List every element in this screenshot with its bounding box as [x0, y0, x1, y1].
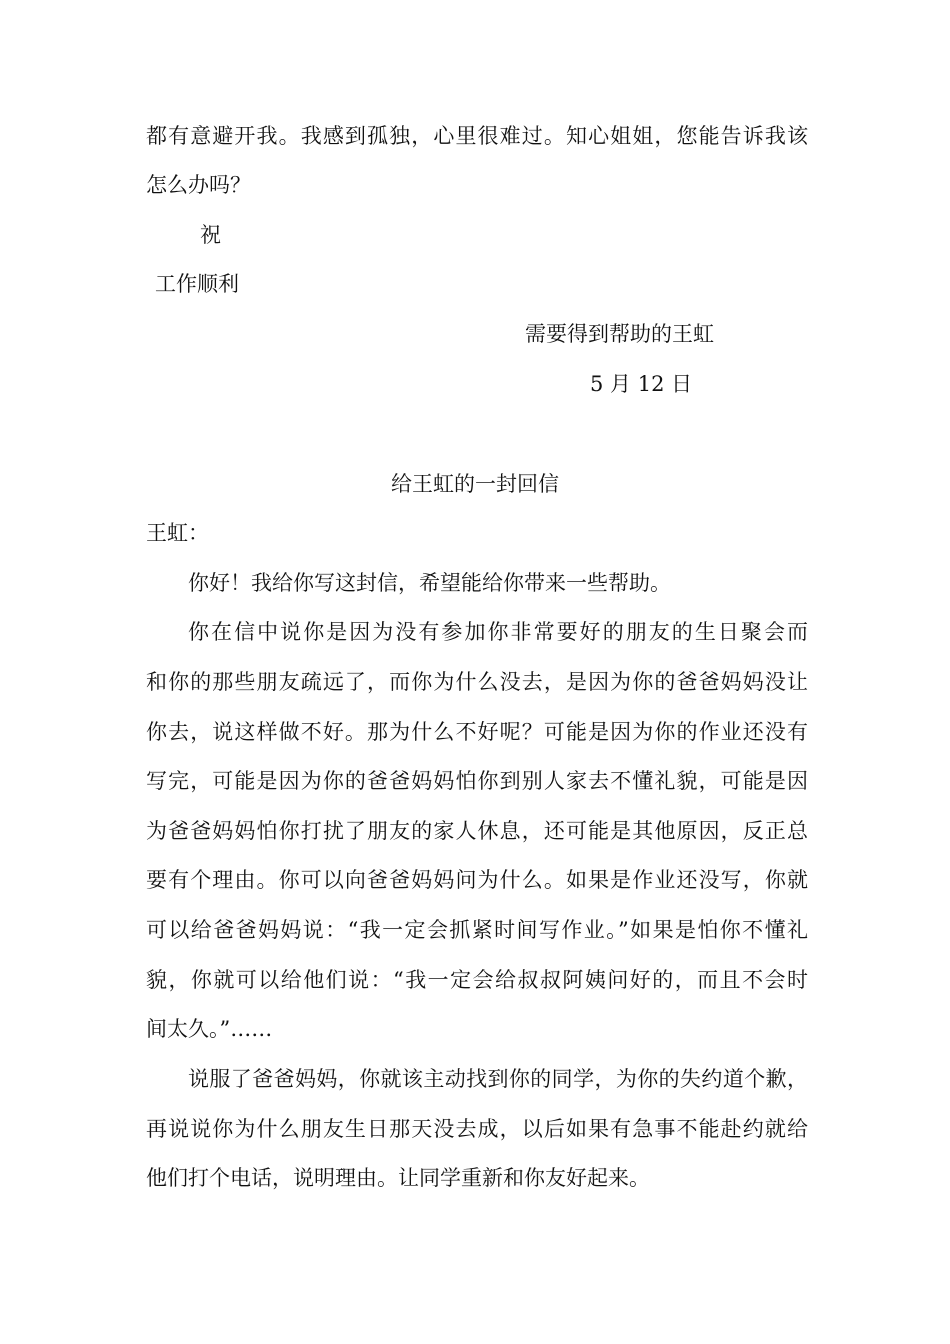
- reply-paragraph: 你好！我给你写这封信，希望能给你带来一些帮助。: [188, 571, 671, 595]
- reply-paragraph-line: 他们打个电话，说明理由。让同学重新和你友好起来。: [146, 1166, 650, 1190]
- closing-wish: 祝: [200, 223, 221, 247]
- reply-paragraph-line: 貌，你就可以给他们说：“我一定会给叔叔阿姨问好的，而且不会时: [146, 968, 808, 992]
- reply-title: 给王虹的一封回信: [391, 472, 559, 496]
- reply-paragraph-line: 你在信中说你是因为没有参加你非常要好的朋友的生日聚会而: [188, 620, 808, 644]
- reply-paragraph-line: 再说说你为什么朋友生日那天没去成，以后如果有急事不能赴约就给: [146, 1117, 808, 1141]
- letter-signature: 需要得到帮助的王虹: [525, 322, 714, 346]
- letter-line: 怎么办吗？: [146, 173, 251, 197]
- reply-paragraph-line: 要有个理由。你可以向爸爸妈妈问为什么。如果是作业还没写，你就: [146, 868, 808, 892]
- letter-line: 都有意避开我。我感到孤独，心里很难过。知心姐姐，您能告诉我该: [146, 124, 808, 148]
- reply-paragraph-line: 说服了爸爸妈妈，你就该主动找到你的同学，为你的失约道个歉，: [188, 1067, 808, 1091]
- closing-wish-content: 工作顺利: [155, 272, 239, 296]
- letter-date: 5 月 12 日: [590, 372, 693, 396]
- reply-paragraph-line: 写完，可能是因为你的爸爸妈妈怕你到别人家去不懂礼貌，可能是因: [146, 769, 808, 793]
- reply-paragraph-line: 为爸爸妈妈怕你打扰了朋友的家人休息，还可能是其他原因，反正总: [146, 819, 808, 843]
- reply-paragraph-line: 可以给爸爸妈妈说：“我一定会抓紧时间写作业。”如果是怕你不懂礼: [146, 918, 808, 942]
- reply-paragraph-line: 和你的那些朋友疏远了，而你为什么没去，是因为你的爸爸妈妈没让: [146, 670, 808, 694]
- reply-paragraph-line: 你去，说这样做不好。那为什么不好呢？可能是因为你的作业还没有: [146, 720, 808, 744]
- reply-salutation: 王虹：: [146, 521, 209, 545]
- reply-paragraph-line: 间太久。”……: [146, 1017, 273, 1041]
